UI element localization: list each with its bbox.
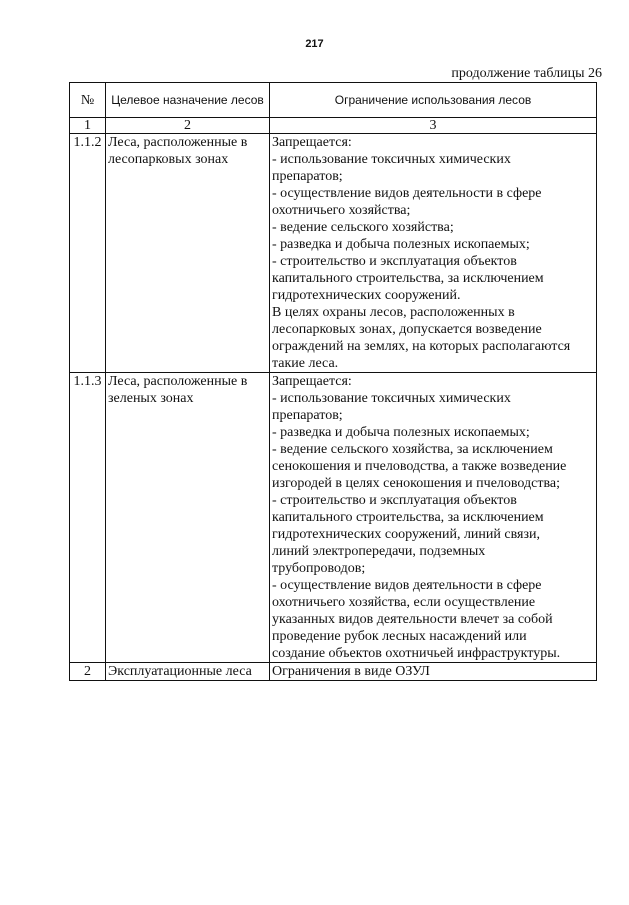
restriction-line: гидротехнических сооружений, линий связи,	[272, 527, 540, 542]
restriction-line: капитального строительства, за исключением	[272, 510, 544, 525]
restriction-line: - ведение сельского хозяйства;	[272, 220, 454, 235]
restriction-line: лесопарковых зонах, допускается возведение	[272, 322, 542, 337]
column-number-2: 2	[106, 118, 270, 134]
table-continuation-label: продолжение таблицы 26	[451, 66, 602, 81]
restriction-line: В целях охраны лесов, расположенных в	[272, 305, 515, 320]
restriction-line: сенокошения и пчеловодства, а также возведение	[272, 459, 567, 474]
row-number: 2	[70, 663, 106, 681]
restriction-line: - осуществление видов деятельности в сфере	[272, 578, 542, 593]
restriction-line: препаратов;	[272, 169, 343, 184]
restriction-line: - ведение сельского хозяйства, за исключением	[272, 442, 553, 457]
restriction-line: Ограничения в виде ОЗУЛ	[272, 664, 430, 679]
column-number-1: 1	[70, 118, 106, 134]
restriction-line: трубопроводов;	[272, 561, 366, 576]
row-purpose: Леса, расположенные в зеленых зонах	[106, 373, 270, 663]
restriction-line: Запрещается:	[272, 374, 352, 389]
restriction-line: проведение рубок лесных насаждений или	[272, 629, 527, 644]
row-restrictions	[270, 663, 597, 681]
restriction-line: - разведка и добыча полезных ископаемых;	[272, 237, 530, 252]
table-row	[70, 134, 597, 373]
restriction-line: - использование токсичных химических	[272, 152, 511, 167]
row-restrictions	[270, 134, 597, 373]
restriction-line: гидротехнических сооружений.	[272, 288, 461, 303]
forest-restrictions-table	[69, 82, 597, 681]
header-number: №	[70, 83, 106, 118]
restriction-line: - строительство и эксплуатация объектов	[272, 254, 517, 269]
restriction-line: - строительство и эксплуатация объектов	[272, 493, 517, 508]
restriction-line: создание объектов охотничьей инфраструктуры.	[272, 646, 561, 661]
restriction-line: капитального строительства, за исключением	[272, 271, 544, 286]
row-restrictions	[270, 373, 597, 663]
page-number: 217	[305, 38, 324, 50]
header-purpose: Целевое назначение лесов	[106, 83, 270, 118]
restriction-line: такие леса.	[272, 356, 339, 371]
restriction-line: ограждений на землях, на которых располагаются	[272, 339, 571, 354]
row-purpose: Эксплуатационные леса	[106, 663, 270, 681]
restriction-line: - использование токсичных химических	[272, 391, 511, 406]
header-restrictions: Ограничение использования лесов	[270, 83, 597, 118]
restriction-line: охотничьего хозяйства;	[272, 203, 411, 218]
restriction-line: Запрещается:	[272, 135, 352, 150]
row-number: 1.1.2	[70, 134, 106, 373]
column-numbers-row	[70, 118, 597, 134]
table-header-row	[70, 83, 597, 118]
restriction-line: линий электропередачи, подземных	[272, 544, 486, 559]
table-row	[70, 663, 597, 681]
row-purpose: Леса, расположенные в лесопарковых зонах	[106, 134, 270, 373]
row-number: 1.1.3	[70, 373, 106, 663]
restriction-line: - разведка и добыча полезных ископаемых;	[272, 425, 530, 440]
restriction-line: - осуществление видов деятельности в сфере	[272, 186, 542, 201]
column-number-3: 3	[270, 118, 597, 134]
table-row	[70, 373, 597, 663]
restriction-line: препаратов;	[272, 408, 343, 423]
restriction-line: охотничьего хозяйства, если осуществление	[272, 595, 536, 610]
restriction-line: изгородей в целях сенокошения и пчеловодства;	[272, 476, 561, 491]
restriction-line: указанных видов деятельности влечет за собой	[272, 612, 553, 627]
